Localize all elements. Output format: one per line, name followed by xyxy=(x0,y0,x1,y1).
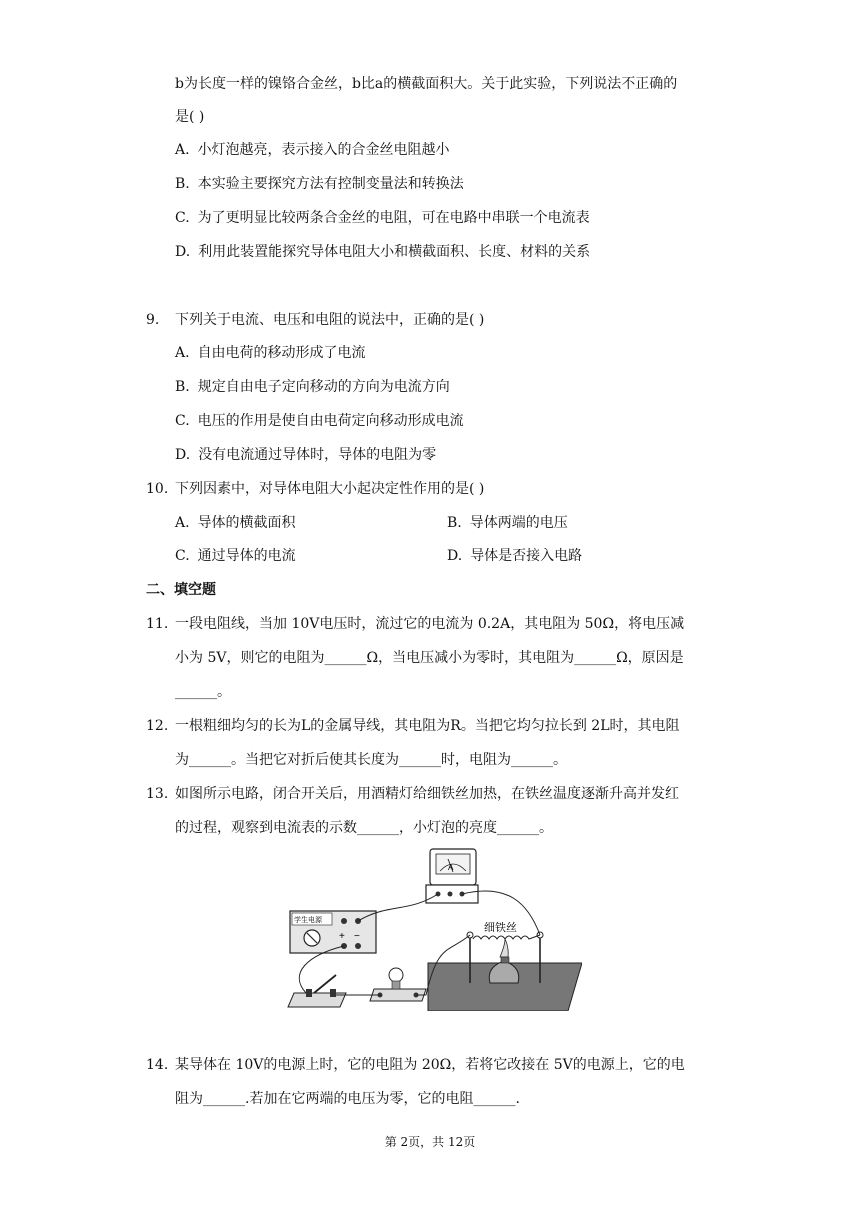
option-text: 导体的横截面积 xyxy=(197,515,296,531)
q10-option-b xyxy=(447,513,568,533)
ammeter-label: A xyxy=(448,863,454,872)
q14-number: 14. xyxy=(146,1057,169,1073)
circuit-figure xyxy=(278,843,582,1011)
q9-option-c xyxy=(175,411,464,431)
iron-wire-apparatus xyxy=(428,920,582,1011)
option-label: A. xyxy=(175,345,190,361)
option-label: A. xyxy=(175,142,190,158)
q10-stem: 下列因素中，对导体电阻大小起决定性作用的是( ) xyxy=(175,481,485,497)
option-label: A. xyxy=(175,515,190,531)
power-label: 学生电源 xyxy=(294,916,322,924)
q9-option-d xyxy=(175,445,436,465)
option-text: 没有电流通过导体时，导体的电阻为零 xyxy=(198,447,437,463)
option-label: C. xyxy=(175,413,190,429)
minus-sign: − xyxy=(354,931,360,942)
q8-stem-line2: 是( ) xyxy=(175,109,205,125)
q14-line1: 某导体在 10V的电源上时，它的电阻为 20Ω，若将它改接在 5V的电源上，它的电 xyxy=(175,1057,685,1073)
option-text: 通过导体的电流 xyxy=(197,548,296,564)
option-text: 导体是否接入电路 xyxy=(470,548,583,564)
option-label: C. xyxy=(175,548,190,564)
option-text: 自由电荷的移动形成了电流 xyxy=(197,345,366,361)
q10-option-c xyxy=(175,546,296,566)
q10-option-a xyxy=(175,513,296,533)
option-label: C. xyxy=(175,210,190,226)
q13-line2: 的过程，观察到电流表的示数______，小灯泡的亮度______。 xyxy=(175,820,553,836)
option-label: D. xyxy=(175,447,191,463)
option-text: 本实验主要探究方法有控制变量法和转换法 xyxy=(197,176,464,192)
option-text: 小灯泡越亮，表示接入的合金丝电阻越小 xyxy=(197,142,450,158)
page-footer: 第 2页，共 12页 xyxy=(384,1135,476,1149)
q9-stem: 下列关于电流、电压和电阻的说法中，正确的是( ) xyxy=(175,312,485,328)
q12-number: 12. xyxy=(146,718,169,734)
q12-line2: 为______。当把它对折后使其长度为______时，电阻为______。 xyxy=(175,752,567,768)
q12-line1: 一根粗细均匀的长为L的金属导线，其电阻为R。当把它均匀拉长到 2L时，其电阻 xyxy=(175,718,680,734)
section-heading: 二、填空题 xyxy=(146,582,216,598)
option-label: D. xyxy=(175,244,191,260)
q10-number: 10. xyxy=(146,481,169,497)
q13-line1: 如图所示电路，闭合开关后，用酒精灯给细铁丝加热，在铁丝温度逐渐升高并发红 xyxy=(175,786,679,802)
q9-number: 9. xyxy=(146,312,160,328)
ammeter xyxy=(426,849,478,903)
iron-wire-label: 细铁丝 xyxy=(484,921,517,934)
q11-line2: 小为 5V，则它的电阻为______Ω，当电压减小为零时，其电阻为______Ω，原因是 xyxy=(175,650,684,666)
q8-option-b xyxy=(175,174,464,194)
q11-line1: 一段电阻线，当加 10V电压时，流过它的电流为 0.2A，其电阻为 50Ω，将电压减 xyxy=(175,616,685,632)
q14-line2: 阻为______.若加在它两端的电压为零，它的电阻______. xyxy=(175,1091,520,1107)
option-text: 规定自由电子定向移动的方向为电流方向 xyxy=(197,379,450,395)
option-text: 导体两端的电压 xyxy=(469,515,568,531)
option-label: B. xyxy=(447,515,462,531)
option-label: B. xyxy=(175,379,190,395)
plus-sign: + xyxy=(339,931,345,942)
option-text: 为了更明显比较两条合金丝的电阻，可在电路中串联一个电流表 xyxy=(197,210,590,226)
q8-option-d xyxy=(175,242,590,262)
q8-option-a xyxy=(175,140,450,160)
q13-number: 13. xyxy=(146,786,169,802)
option-text: 利用此装置能探究导体电阻大小和横截面积、长度、材料的关系 xyxy=(198,244,591,260)
q8-option-c xyxy=(175,208,590,228)
option-text: 电压的作用是使自由电荷定向移动形成电流 xyxy=(197,413,464,429)
power-supply xyxy=(290,911,376,953)
option-label: B. xyxy=(175,176,190,192)
q11-line3: ______。 xyxy=(175,684,231,700)
q11-number: 11. xyxy=(146,616,169,632)
q9-option-b xyxy=(175,377,450,397)
q9-option-a xyxy=(175,343,366,363)
q10-option-d xyxy=(447,546,582,566)
bulb xyxy=(370,968,426,1001)
switch xyxy=(288,975,346,1007)
q8-stem-line1: b为长度一样的镍铬合金丝，b比a的横截面积大。关于此实验，下列说法不正确的 xyxy=(175,76,678,92)
option-label: D. xyxy=(447,548,463,564)
